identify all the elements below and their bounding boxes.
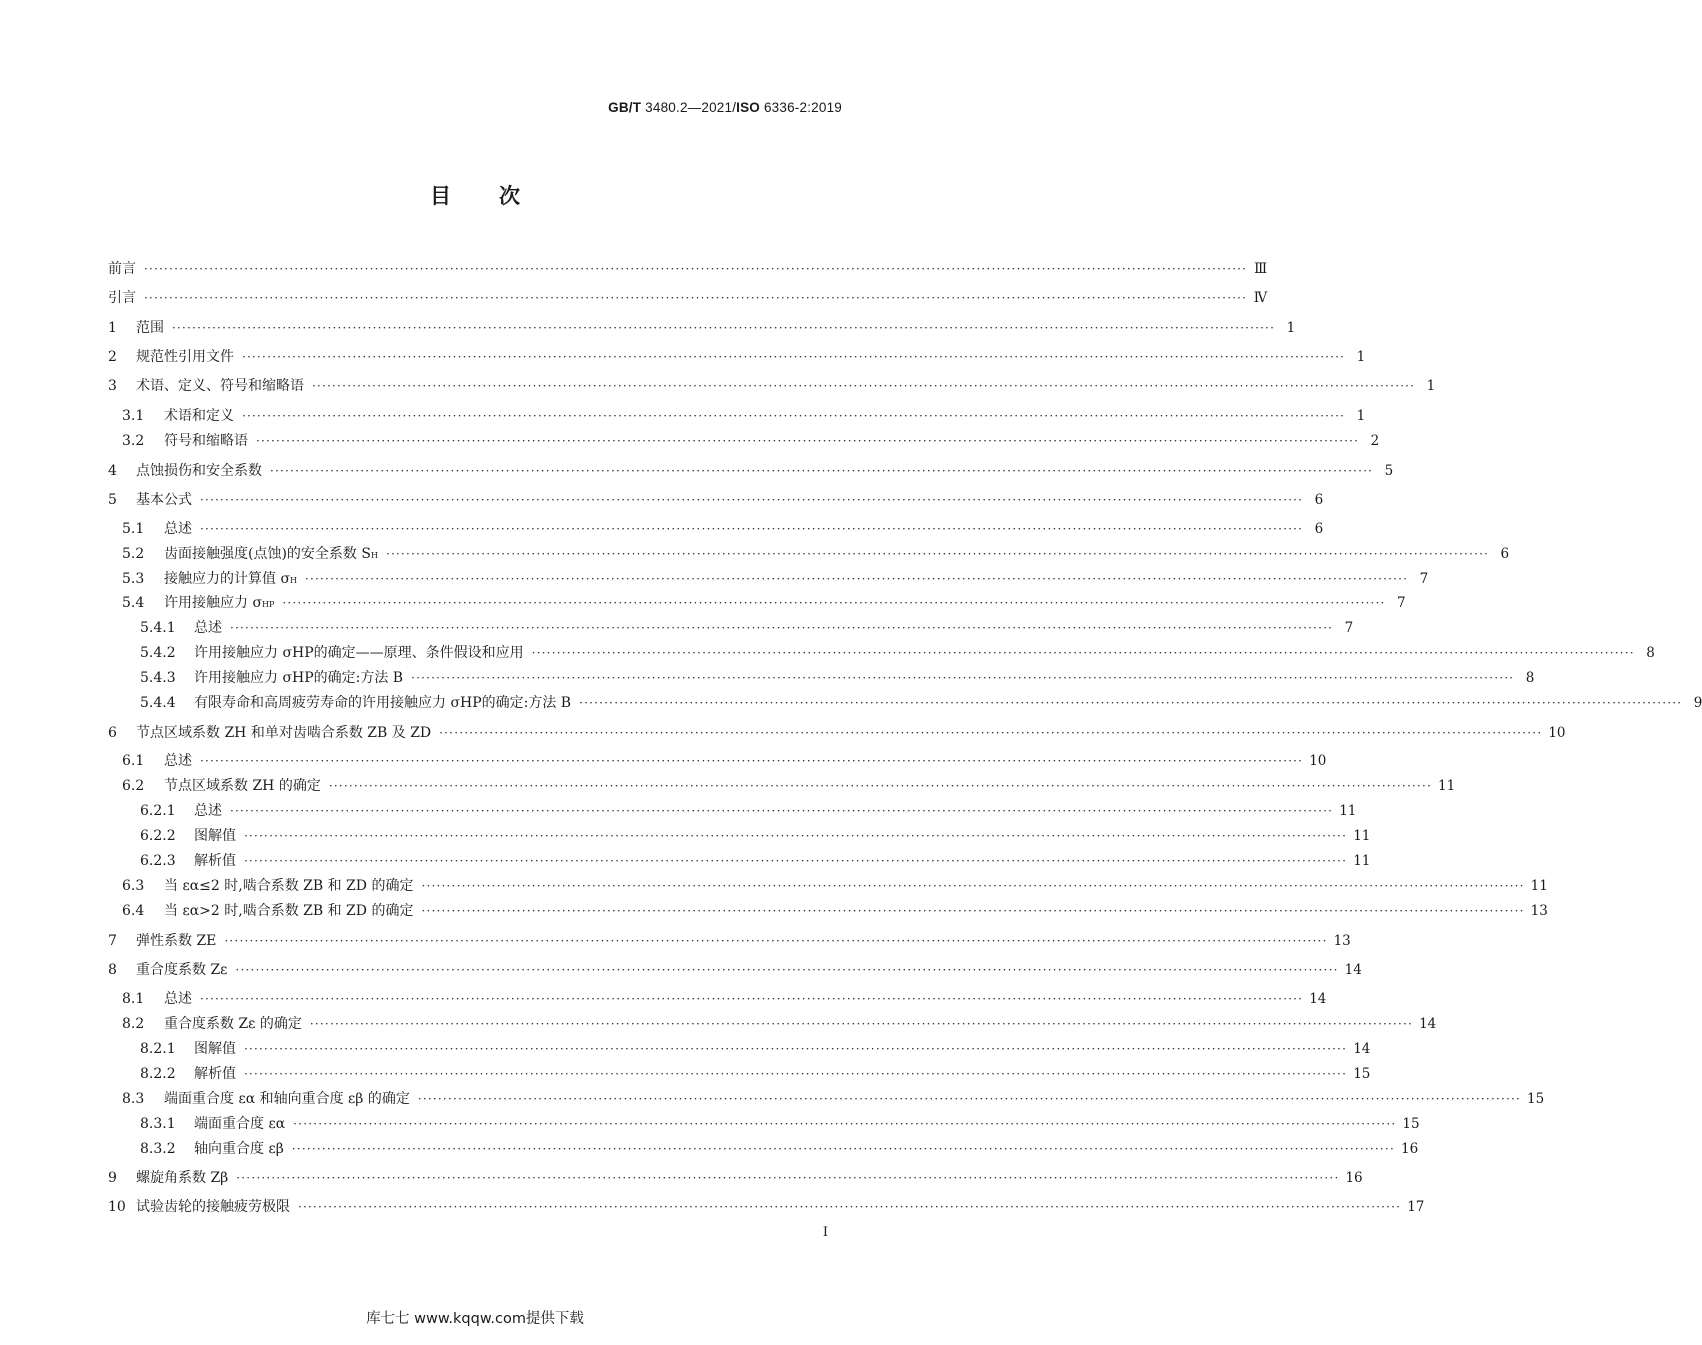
- toc-entry-title: 解析值: [194, 853, 236, 869]
- toc-entry-title: 试验齿轮的接触疲劳极限: [136, 1199, 290, 1215]
- download-footer: 库七七 www.kqqw.com提供下载: [366, 1311, 584, 1327]
- toc-entry-page: 11: [1353, 853, 1371, 869]
- toc-entry-title: 总述: [194, 620, 222, 636]
- toc-entry-title: 引言: [108, 290, 136, 306]
- dot-leader: ····························································································································································································································: [172, 321, 1276, 335]
- toc-entry-number: 3.1: [122, 408, 145, 424]
- toc-entry[interactable]: [108, 568, 1429, 592]
- toc-entry[interactable]: [108, 1196, 1425, 1220]
- toc-entry-number: 5.4.3: [140, 670, 176, 686]
- dot-leader: ····························································································································································································································: [244, 1067, 1348, 1081]
- toc-entry[interactable]: [108, 489, 1324, 513]
- toc-entry-title: 齿面接触强度(点蚀)的安全系数 S: [164, 546, 371, 562]
- toc-entry-page: 7: [1396, 595, 1406, 611]
- toc-entry-number: 5.3: [122, 571, 145, 587]
- toc-entry-number: 7: [108, 933, 117, 949]
- toc-entry-title: 总述: [164, 991, 192, 1007]
- toc-entry-page: 6: [1500, 546, 1510, 562]
- toc-entry-number: 8.2: [122, 1016, 145, 1032]
- toc-entry-title: 端面重合度 εα: [194, 1116, 286, 1132]
- dot-leader: ····························································································································································································································: [236, 1171, 1340, 1185]
- toc-entry-title: 总述: [194, 803, 222, 819]
- toc-entry-page: 15: [1527, 1091, 1545, 1107]
- toc-entry-number: 5: [108, 492, 117, 508]
- dot-leader: ····························································································································································································································: [244, 829, 1348, 843]
- toc-entry-number: 6.1: [122, 753, 145, 769]
- toc-entry[interactable]: [108, 405, 1366, 429]
- toc-entry-title: 图解值: [194, 1041, 236, 1057]
- toc-entry-number: 5.2: [122, 546, 145, 562]
- toc-entry[interactable]: [108, 543, 1510, 567]
- toc-entry-number: 6.4: [122, 903, 145, 919]
- toc-entry-title: 许用接触应力 σ: [164, 595, 263, 611]
- toc-entry-number: 6: [108, 725, 117, 741]
- toc-entry-title: 术语和定义: [164, 408, 234, 424]
- dot-leader: ····························································································································································································································: [421, 879, 1525, 893]
- toc-entry-page: 14: [1419, 1016, 1437, 1032]
- toc-entry-title: 范围: [136, 320, 164, 336]
- toc-entry[interactable]: [108, 667, 1535, 691]
- dot-leader: ····························································································································································································································: [417, 1092, 1522, 1106]
- toc-entry-page: 13: [1333, 933, 1351, 949]
- dot-leader: ····························································································································································································································: [200, 522, 1304, 536]
- toc-entry-page: 8: [1525, 670, 1535, 686]
- toc-entry[interactable]: [108, 775, 1456, 799]
- toc-entry[interactable]: [108, 930, 1351, 954]
- iso-number: 6336-2:2019: [763, 100, 842, 115]
- toc-entry-title: 总述: [164, 753, 192, 769]
- toc-entry-title: 基本公式: [136, 492, 192, 508]
- toc-entry-subscript: H: [290, 576, 297, 585]
- toc-entry-number: 1: [108, 320, 117, 336]
- page-number: I: [822, 1225, 828, 1240]
- toc-entry[interactable]: [108, 460, 1394, 484]
- dot-leader: ····························································································································································································································: [282, 596, 1386, 610]
- toc-entry[interactable]: [108, 317, 1296, 341]
- toc-entry-page: 16: [1345, 1170, 1363, 1186]
- toc-entry-title: 弹性系数 ZE: [136, 933, 217, 949]
- toc-entry-title: 重合度系数 Zε 的确定: [164, 1016, 302, 1032]
- toc-entry-page: 1: [1286, 320, 1296, 336]
- dot-leader: ····························································································································································································································: [200, 992, 1304, 1006]
- toc-entry-page: 15: [1402, 1116, 1420, 1132]
- toc-entry[interactable]: [108, 875, 1548, 899]
- toc-entry[interactable]: [108, 800, 1357, 824]
- dot-leader: ····························································································································································································································: [293, 1117, 1397, 1131]
- toc-entry[interactable]: [108, 1063, 1371, 1087]
- dot-leader: ····························································································································································································································: [144, 291, 1248, 305]
- toc-entry-title: 螺旋角系数 Zβ: [136, 1170, 229, 1186]
- dot-leader: ····························································································································································································································: [439, 726, 1543, 740]
- toc-entry-page: 8: [1646, 645, 1655, 661]
- toc-entry-page: 15: [1353, 1066, 1371, 1082]
- toc-entry-title: 重合度系数 Zε: [136, 962, 228, 978]
- toc-entry-page: 14: [1353, 1041, 1371, 1057]
- toc-entry-title: 有限寿命和高周疲劳寿命的许用接触应力 σHP的确定:方法 B: [194, 695, 572, 711]
- toc-entry-title: 规范性引用文件: [136, 349, 234, 365]
- toc-entry[interactable]: [108, 850, 1371, 874]
- toc-entry-number: 5.4.4: [140, 695, 176, 711]
- toc-entry-title: 图解值: [194, 828, 236, 844]
- toc-entry-title: 符号和缩略语: [164, 433, 248, 449]
- toc-entry-page: 14: [1344, 962, 1362, 978]
- dot-leader: ····························································································································································································································: [385, 547, 1490, 561]
- toc-entry-page: 1: [1356, 408, 1366, 424]
- toc-entry[interactable]: [108, 1088, 1545, 1112]
- toc-entry-page: 11: [1530, 878, 1548, 894]
- toc-entry[interactable]: [108, 722, 1566, 746]
- toc-entry-number: 2: [108, 349, 117, 365]
- dot-leader: ····························································································································································································································: [298, 1200, 1402, 1214]
- toc-entry-number: 8.2.1: [140, 1041, 176, 1057]
- toc-entry-number: 8.3.2: [140, 1141, 176, 1157]
- toc-entry-page: 9: [1693, 695, 1702, 711]
- toc-entry-page: 1: [1356, 349, 1366, 365]
- toc-entry-number: 6.2.3: [140, 853, 176, 869]
- dot-leader: ····························································································································································································································: [242, 350, 1346, 364]
- dot-leader: ····························································································································································································································: [309, 1017, 1414, 1031]
- toc-entry-title: 接触应力的计算值 σ: [164, 571, 291, 587]
- toc-entry-title: 节点区域系数 ZH 的确定: [164, 778, 321, 794]
- toc-entry-page: 2: [1370, 433, 1380, 449]
- dot-leader: ····························································································································································································································: [200, 754, 1304, 768]
- toc-entry[interactable]: [108, 1138, 1419, 1162]
- toc-entry[interactable]: [108, 959, 1362, 983]
- toc-entry-number: 8.3: [122, 1091, 145, 1107]
- toc-entry-title: 总述: [164, 521, 192, 537]
- toc-entry-title: 当 εα≤2 时,啮合系数 ZB 和 ZD 的确定: [164, 878, 414, 894]
- dot-leader: ····························································································································································································································: [305, 572, 1409, 586]
- toc-entry[interactable]: [108, 1013, 1437, 1037]
- toc-entry-subscript: HP: [262, 600, 275, 609]
- dot-leader: ····························································································································································································································: [531, 646, 1635, 660]
- dot-leader: ····························································································································································································································: [421, 904, 1525, 918]
- toc-entry-title: 许用接触应力 σHP的确定:方法 B: [194, 670, 404, 686]
- toc-entry-page: 11: [1353, 828, 1371, 844]
- toc-entry[interactable]: [108, 1038, 1371, 1062]
- toc-entry-page: 13: [1530, 903, 1548, 919]
- toc-entry-number: 3: [108, 378, 117, 394]
- dot-leader: ····························································································································································································································: [291, 1142, 1395, 1156]
- toc-entry[interactable]: [108, 1167, 1363, 1191]
- toc-entry[interactable]: [108, 430, 1380, 454]
- toc-entry-title: 点蚀损伤和安全系数: [136, 463, 262, 479]
- toc-entry-number: 6.2.1: [140, 803, 176, 819]
- toc-entry-title: 术语、定义、符号和缩略语: [136, 378, 304, 394]
- toc-entry[interactable]: [108, 617, 1354, 641]
- dot-leader: ····························································································································································································································: [328, 779, 1433, 793]
- toc-entry-number: 8.1: [122, 991, 145, 1007]
- iso-prefix: ISO: [736, 100, 761, 115]
- toc-entry-page: 10: [1309, 753, 1327, 769]
- toc-entry-page: 7: [1344, 620, 1354, 636]
- dot-leader: ····························································································································································································································: [256, 434, 1360, 448]
- toc-entry[interactable]: [108, 518, 1324, 542]
- dot-leader: ····························································································································································································································: [411, 671, 1515, 685]
- toc-entry-page: 11: [1339, 803, 1357, 819]
- toc-entry-number: 5.4.1: [140, 620, 176, 636]
- toc-entry-number: 9: [108, 1170, 117, 1186]
- toc-entry-number: 8: [108, 962, 117, 978]
- dot-leader: ····························································································································································································································: [224, 934, 1328, 948]
- toc-entry-page: 6: [1314, 521, 1324, 537]
- dot-leader: ····························································································································································································································: [200, 493, 1304, 507]
- toc-entry[interactable]: [108, 346, 1366, 370]
- toc-entry-number: 8.2.2: [140, 1066, 176, 1082]
- toc-entry[interactable]: [108, 900, 1548, 924]
- toc-entry-number: 6.2.2: [140, 828, 176, 844]
- toc-entry-page: 16: [1400, 1141, 1419, 1157]
- toc-entry-page: 1: [1426, 378, 1436, 394]
- toc-entry-title: 前言: [108, 261, 136, 277]
- toc-entry-page: 6: [1314, 492, 1324, 508]
- toc-entry-number: 3.2: [122, 433, 145, 449]
- toc-entry[interactable]: [108, 375, 1436, 399]
- toc-entry-title: 轴向重合度 εβ: [194, 1141, 284, 1157]
- toc-entry[interactable]: [108, 988, 1327, 1012]
- toc-entry-title: 节点区域系数 ZH 和单对齿啮合系数 ZB 及 ZD: [136, 725, 432, 741]
- dot-leader: ····························································································································································································································: [144, 262, 1248, 276]
- dot-leader: ····························································································································································································································: [235, 963, 1339, 977]
- toc-entry-page: Ⅳ: [1253, 290, 1268, 306]
- toc-entry-number: 10: [108, 1199, 126, 1215]
- dot-leader: ····························································································································································································································: [242, 409, 1346, 423]
- standard-number: [608, 100, 842, 115]
- toc-entry-number: 6.3: [122, 878, 145, 894]
- page-title: 目次: [430, 184, 568, 208]
- toc-entry-page: 11: [1438, 778, 1456, 794]
- toc-entry[interactable]: [108, 692, 1702, 716]
- dot-leader: ····························································································································································································································: [244, 854, 1348, 868]
- toc-entry-number: 5.1: [122, 521, 145, 537]
- dot-leader: ····························································································································································································································: [244, 1042, 1348, 1056]
- toc-entry[interactable]: [108, 592, 1406, 616]
- toc-entry[interactable]: [108, 1113, 1420, 1137]
- toc-entry[interactable]: [108, 287, 1268, 311]
- toc-entry-title: 端面重合度 εα 和轴向重合度 εβ 的确定: [164, 1091, 410, 1107]
- toc-entry-subscript: H: [370, 551, 378, 560]
- toc-entry-title: 解析值: [194, 1066, 236, 1082]
- toc-entry[interactable]: [108, 258, 1268, 282]
- toc-entry-number: 5.4: [122, 595, 145, 611]
- dot-leader: ····························································································································································································································: [312, 379, 1416, 393]
- toc-entry-page: 17: [1407, 1199, 1425, 1215]
- toc-entry-number: 5.4.2: [140, 645, 176, 661]
- toc-entry-number: 4: [108, 463, 117, 479]
- std-number: 3480.2—2021/: [645, 100, 737, 115]
- toc-entry-title: 当 εα>2 时,啮合系数 ZB 和 ZD 的确定: [164, 903, 414, 919]
- toc-entry-page: 10: [1548, 725, 1566, 741]
- dot-leader: ····························································································································································································································: [230, 621, 1334, 635]
- toc-entry-page: 14: [1309, 991, 1327, 1007]
- toc-entry[interactable]: [108, 750, 1327, 774]
- toc-entry[interactable]: [108, 642, 1655, 666]
- toc-entry-page: Ⅲ: [1254, 261, 1268, 277]
- dot-leader: ····························································································································································································································: [270, 464, 1374, 478]
- toc-entry-page: 5: [1384, 463, 1394, 479]
- toc-entry[interactable]: [108, 825, 1371, 849]
- dot-leader: ····························································································································································································································: [230, 804, 1334, 818]
- std-prefix: GB/T: [608, 100, 642, 115]
- toc-entry-page: 7: [1419, 571, 1429, 587]
- toc-entry-number: 8.3.1: [140, 1116, 176, 1132]
- toc-entry-number: 6.2: [122, 778, 145, 794]
- toc-entry-title: 许用接触应力 σHP的确定——原理、条件假设和应用: [194, 645, 524, 661]
- dot-leader: ····························································································································································································································: [579, 696, 1683, 710]
